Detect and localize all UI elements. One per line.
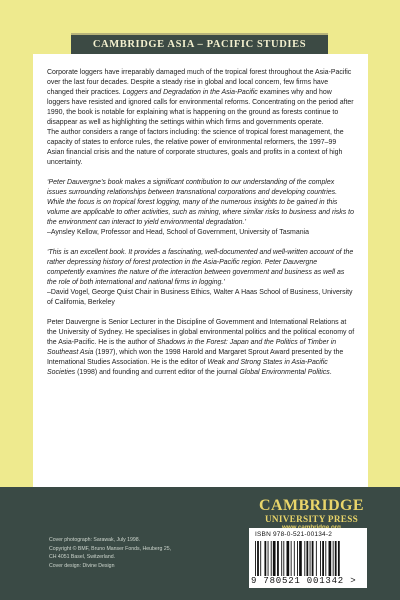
- barcode-panel: [249, 528, 367, 588]
- author-bio-text: [47, 318, 355, 378]
- book-title: Shadows in the Forest: Japan and the Politics of Timber in Southeast Asia: [47, 339, 337, 356]
- blurb-paragraph: [47, 68, 355, 128]
- cover-credits: [49, 536, 171, 570]
- book-title: Weak and Strong States in Asia-Pacific Societies: [47, 359, 328, 376]
- publisher-subname: UNIVERSITY PRESS: [264, 514, 359, 524]
- review-quote: [47, 178, 355, 228]
- blurb-paragraph: The author considers a range of factors including: the science of tropical forest management, the capacity of states to enforce rules, the relative power of environmental reformers, the 1997–99 Asian financial crisis and the nature of corporate structures, goals and profits in a context of high uncertainty.: [47, 129, 344, 166]
- book-title: Loggers and Degradation in the Asia-Pacific: [122, 89, 258, 96]
- credit-line: Cover design: Divine Design: [49, 562, 115, 569]
- text-panel: [33, 54, 368, 487]
- barcode-digits: 9 780521 001342 >: [251, 576, 357, 586]
- publisher-name: CAMBRIDGE: [259, 497, 364, 514]
- bio-text: (1997), which won the 1998 Harold and Margaret Sprout Award presented by the International Studies Association. He is the editor of: [47, 349, 344, 366]
- bio-text: (1998) and founding and current editor of the journal: [75, 369, 240, 376]
- credit-line: Cover photograph: Sarawak, July 1998.: [49, 537, 141, 543]
- bio-text: Peter Dauvergne is Senior Lecturer in the Discipline of Government and International Relations at the University of Sydney. He specialises in global environmental politics and the political economy of the Asia-Pacific. He is the author of: [47, 319, 355, 346]
- bio-text: .: [329, 369, 332, 376]
- quote-text: ‘This is an excellent book. It provides a fascinating, well-documented and well-written account of the rather depressing history of forest protection in the Asia-Pacific region. Peter Dauvergne competently examines the nature of the interaction between government and business as well as the role of both international and national firms in logging.’: [47, 249, 354, 286]
- journal-title: Global Environmental Politics: [239, 369, 330, 376]
- review-quote: [47, 248, 355, 288]
- isbn-number: ISBN 978-0-521-00134-2: [255, 531, 333, 538]
- quote-text: ‘Peter Dauvergne’s book makes a significant contribution to our understanding of the complex issues surrounding relationships between transnational corporations and developing countries. While the focus is on tropical forest logging, many of the numerous insights to be gained in this volume are applicable to other activities, such as mining, where similar risks to business and risks to the environment can interact to yield environmental degradation.’: [47, 179, 354, 226]
- publisher-logo: [239, 497, 384, 532]
- credit-line: CH 4051 Basel, Switzerland.: [49, 554, 116, 561]
- author-bio: [47, 318, 355, 378]
- barcode-icon: [253, 541, 363, 576]
- review-attribution: –David Vogel, George Quist Chair in Business Ethics, Walter A Haas School of Business, University of California, Berkeley: [47, 289, 353, 306]
- review-block: [47, 248, 355, 308]
- credit-line: Copyright © BMF, Bruno Manser Fonds, Heuberg 25,: [49, 545, 172, 552]
- series-title: CAMBRIDGE ASIA – PACIFIC STUDIES: [71, 33, 328, 57]
- blurb-text: examines why and how loggers have resisted and ignored calls for environmental reforms. Concentrating on the period after 1990, the book is notable for explaining what is happening on the ground as forests continue to disappear as well as highlighting the settings within which firms and governments operate.: [47, 89, 354, 126]
- review-block: [47, 178, 355, 238]
- review-attribution: –Aynsley Kellow, Professor and Head, School of Government, University of Tasmania: [47, 229, 309, 236]
- blurb-text: Corporate loggers have irreparably damaged much of the tropical forest throughout the Asia-Pacific over the last four decades. Despite a steady rise in global and local concern, few firms have changed their practices.: [47, 69, 352, 96]
